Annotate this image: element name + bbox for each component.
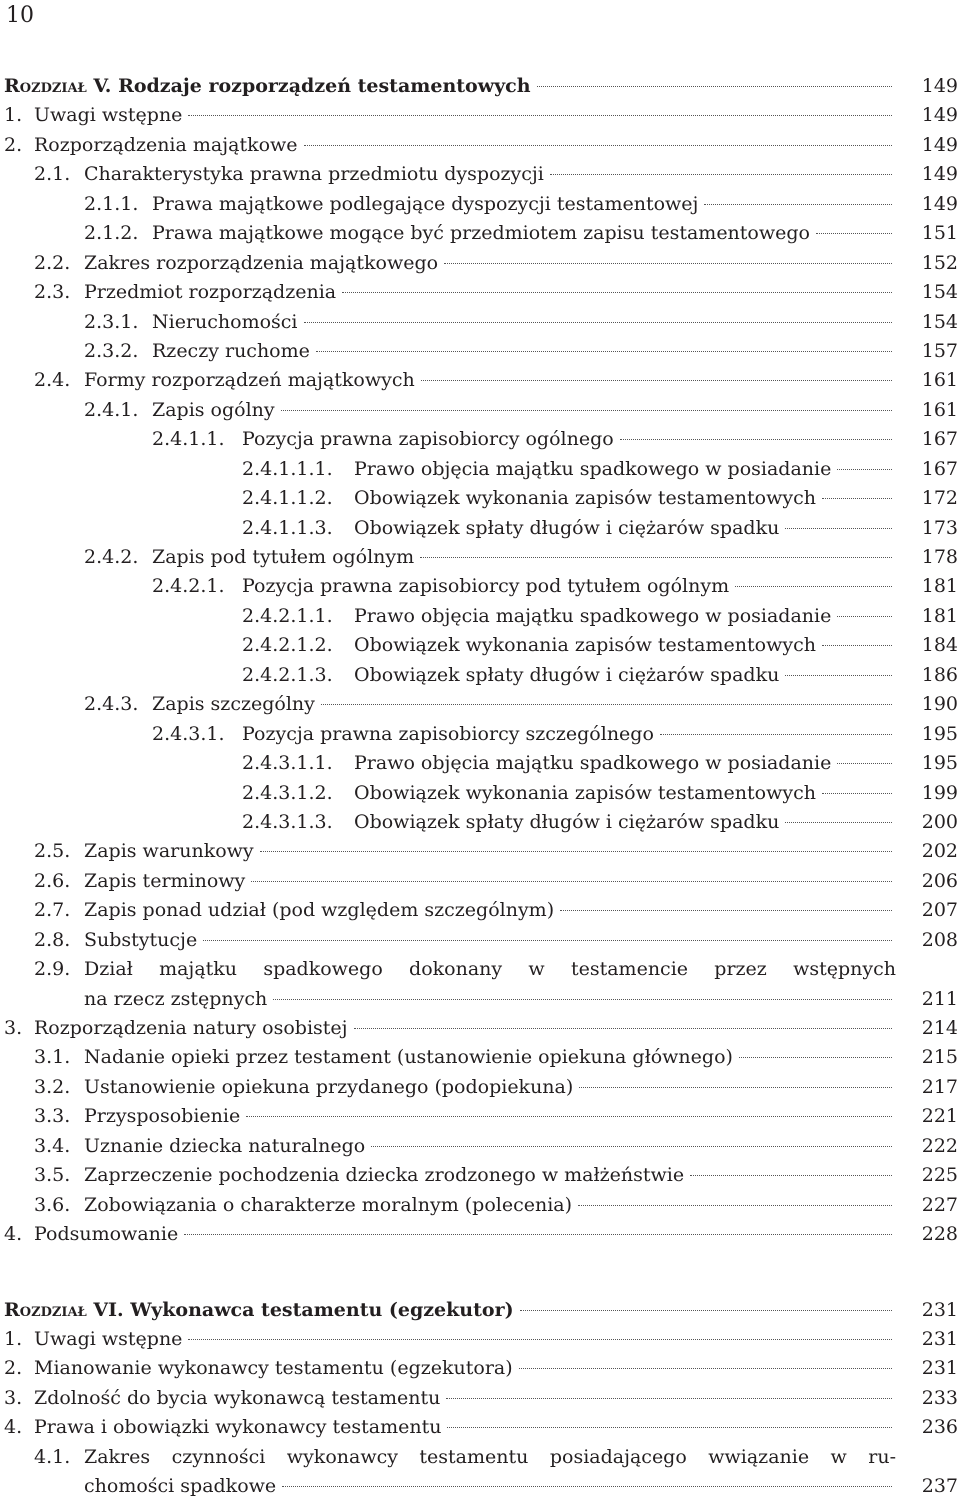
- toc-entry[interactable]: [4, 896, 958, 925]
- entry-number: 2.2.: [34, 251, 71, 274]
- page-ref: 237: [921, 1475, 958, 1498]
- page-ref: 231: [921, 1298, 958, 1321]
- chapter-title-text: Wykonawca testamentu (egzekutor): [130, 1298, 514, 1321]
- dot-leader: [704, 204, 892, 205]
- entry-title-text: Zapis ponad udział (pod względem szczególnym): [84, 899, 555, 922]
- entry-title: [354, 455, 896, 484]
- entry-title-text: Zapis szczególny: [152, 693, 315, 716]
- page-ref: 149: [921, 192, 958, 215]
- toc-entry[interactable]: [4, 160, 958, 189]
- dot-leader: [354, 1028, 892, 1029]
- entry-number: 4.: [4, 1223, 23, 1246]
- page-ref: 167: [921, 428, 958, 451]
- page-ref: 225: [921, 1164, 958, 1187]
- entry-number: 2.9.: [34, 958, 71, 981]
- entry-title: [84, 1073, 896, 1102]
- entry-number: 2.4.1.1.1.: [242, 457, 333, 480]
- entry-title-text: Obowiązek spłaty długów i ciężarów spadku: [354, 663, 780, 686]
- toc-entry[interactable]: [4, 131, 958, 160]
- entry-title: [354, 631, 896, 660]
- dot-leader: [739, 1057, 892, 1058]
- entry-title-text: Podsumowanie: [34, 1223, 179, 1246]
- toc-entry[interactable]: [4, 1191, 958, 1220]
- chapter-number: VI.: [93, 1298, 124, 1321]
- entry-title-text: Zobowiązania o charakterze moralnym (polecenia): [84, 1193, 573, 1216]
- entry-title: [354, 779, 896, 808]
- dot-leader: [822, 498, 892, 499]
- dot-leader: [822, 645, 892, 646]
- dot-leader: [785, 528, 892, 529]
- entry-title: [242, 572, 896, 601]
- page-ref: 217: [921, 1075, 958, 1098]
- table-of-contents: [4, 72, 958, 1502]
- page-ref: 186: [921, 663, 958, 686]
- entry-number: 3.6.: [34, 1193, 71, 1216]
- entry-title-text: Prawo objęcia majątku spadkowego w posiadanie: [354, 604, 832, 627]
- entry-title: [84, 160, 896, 189]
- toc-entry[interactable]: [4, 278, 958, 307]
- toc-entry[interactable]: [4, 425, 958, 454]
- page-ref: 231: [921, 1357, 958, 1380]
- toc-entry[interactable]: [4, 543, 958, 572]
- entry-title: [84, 1191, 896, 1220]
- entry-title-text: Prawa majątkowe mogące być przedmiotem zapisu testamentowego: [152, 222, 810, 245]
- toc-entry[interactable]: [4, 1443, 958, 1502]
- toc-entry[interactable]: [4, 514, 958, 543]
- toc-entry[interactable]: [4, 219, 958, 248]
- entry-title: [242, 425, 896, 454]
- dot-leader: [282, 1486, 892, 1487]
- entry-title: [84, 1132, 896, 1161]
- entry-number: 2.4.2.1.: [152, 575, 225, 598]
- entry-title: [84, 955, 896, 1014]
- entry-title: [242, 720, 896, 749]
- entry-title: [34, 1413, 896, 1442]
- dot-leader: [519, 1368, 892, 1369]
- entry-title-text: Obowiązek wykonania zapisów testamentowych: [354, 487, 816, 510]
- page-ref: 178: [921, 546, 958, 568]
- entry-title: [34, 1354, 896, 1383]
- page-ref: 206: [921, 869, 958, 892]
- entry-title-text: Rozporządzenia majątkowe: [34, 133, 298, 156]
- dot-leader: [822, 793, 892, 794]
- dot-leader: [620, 439, 892, 440]
- chapter-title-text: Rodzaje rozporządzeń testamentowych: [118, 75, 531, 97]
- entry-title-text: Zaprzeczenie pochodzenia dziecka zrodzonego w małżeństwie: [84, 1164, 685, 1187]
- page-ref: 202: [921, 840, 958, 863]
- entry-title: [34, 1014, 896, 1043]
- toc-entry[interactable]: [4, 1132, 958, 1161]
- entry-number: 2.4.1.1.3.: [242, 516, 333, 539]
- dot-leader: [371, 1146, 892, 1147]
- toc-entry[interactable]: [4, 1354, 958, 1383]
- dot-leader: [837, 763, 892, 764]
- toc-entry[interactable]: [4, 955, 958, 1014]
- entry-title-text: Obowiązek wykonania zapisów testamentowych: [354, 634, 816, 657]
- entry-number: 2.5.: [34, 840, 71, 863]
- entry-number: 2.4.3.1.3.: [242, 810, 333, 833]
- entry-number: 2.3.1.: [84, 310, 139, 333]
- dot-leader: [785, 675, 892, 676]
- entry-title: [34, 1325, 896, 1354]
- entry-title: [152, 543, 896, 572]
- entry-number: 3.: [4, 1386, 23, 1409]
- entry-title-text: Ustanowienie opiekuna przydanego (podopiekuna): [84, 1075, 574, 1098]
- entry-number: 2.4.2.: [84, 546, 139, 568]
- entry-title: [84, 896, 896, 925]
- page-ref: 151: [921, 222, 958, 245]
- entry-title-text: Uznanie dziecka naturalnego: [84, 1134, 366, 1157]
- toc-entry[interactable]: [4, 366, 958, 395]
- dot-leader: [246, 1116, 892, 1117]
- entry-title-text: Uwagi wstępne: [34, 104, 183, 127]
- page-ref: 167: [921, 457, 958, 480]
- dot-leader: [260, 851, 892, 852]
- chapter-prefix: Rozdział: [4, 1298, 87, 1321]
- entry-title: [354, 808, 896, 837]
- dot-leader: [550, 174, 892, 175]
- page-number: 10: [6, 3, 34, 28]
- entry-title-text: Mianowanie wykonawcy testamentu (egzekutora): [34, 1357, 513, 1380]
- entry-number: 2.4.1.: [84, 398, 139, 421]
- entry-title-text: Zdolność do bycia wykonawcą testamentu: [34, 1386, 441, 1409]
- page-ref: 195: [921, 752, 958, 775]
- dot-leader: [578, 1205, 892, 1206]
- entry-number: 2.1.2.: [84, 222, 139, 245]
- entry-title-text: Pozycja prawna zapisobiorcy szczególnego: [242, 722, 654, 745]
- entry-title-line2-text: chomości spadkowe: [84, 1475, 277, 1498]
- entry-title-text: Prawo objęcia majątku spadkowego w posiadanie: [354, 457, 832, 480]
- dot-leader: [446, 1398, 892, 1399]
- dot-leader: [304, 145, 892, 146]
- page-ref: 181: [921, 604, 958, 627]
- entry-title: [354, 484, 896, 513]
- chapter-heading[interactable]: [4, 1296, 958, 1325]
- entry-number: 2.3.: [34, 281, 71, 304]
- toc-entry[interactable]: [4, 1073, 958, 1102]
- entry-number: 2.1.: [34, 163, 71, 186]
- toc-entry[interactable]: [4, 602, 958, 631]
- entry-number: 2.4.2.1.1.: [242, 604, 333, 627]
- entry-title: [84, 1443, 896, 1502]
- entry-title: [354, 602, 896, 631]
- entry-title-text: Zapis terminowy: [84, 869, 246, 892]
- entry-title-text: Obowiązek wykonania zapisów testamentowych: [354, 781, 816, 804]
- chapter-heading[interactable]: [4, 72, 958, 101]
- entry-title-line1: Zakres czynności wykonawcy testamentu posiadającego wwiązanie w ru-: [84, 1445, 896, 1468]
- entry-title-text: Prawa majątkowe podlegające dyspozycji testamentowej: [152, 192, 699, 215]
- page-ref: 157: [921, 339, 958, 362]
- entry-number: 2.4.3.1.2.: [242, 781, 333, 804]
- entry-title-text: Substytucje: [84, 928, 198, 951]
- entry-title: [84, 1161, 896, 1190]
- entry-title-text: Charakterystyka prawna przedmiotu dyspozycji: [84, 163, 544, 186]
- entry-number: 3.3.: [34, 1105, 71, 1128]
- entry-title: [84, 926, 896, 955]
- dot-leader: [837, 616, 892, 617]
- toc-entry[interactable]: [4, 779, 958, 808]
- page-ref: 149: [921, 163, 958, 186]
- page-ref: 199: [921, 781, 958, 804]
- entry-title-text: Przysposobienie: [84, 1105, 241, 1128]
- entry-number: 2.4.1.1.: [152, 428, 225, 451]
- toc-entry[interactable]: [4, 249, 958, 278]
- entry-title: [152, 190, 896, 219]
- entry-title-text: Rzeczy ruchome: [152, 339, 310, 362]
- entry-title: [152, 690, 896, 719]
- dot-leader: [188, 1339, 892, 1340]
- entry-number: 2.8.: [34, 928, 71, 951]
- dot-leader: [560, 910, 892, 911]
- page-ref: 190: [921, 693, 958, 716]
- toc-entry[interactable]: [4, 837, 958, 866]
- entry-title-text: Zapis pod tytułem ogólnym: [152, 546, 415, 568]
- dot-leader: [281, 410, 892, 411]
- entry-title: [354, 661, 896, 690]
- toc-entry[interactable]: [4, 396, 958, 425]
- entry-number: 2.7.: [34, 899, 71, 922]
- chapter-label: [4, 72, 531, 101]
- entry-number: 3.: [4, 1017, 23, 1040]
- toc-entry[interactable]: [4, 867, 958, 896]
- page-ref: 231: [921, 1327, 958, 1350]
- entry-title-text: Przedmiot rozporządzenia: [84, 281, 337, 304]
- dot-leader: [251, 881, 892, 882]
- entry-number: 2.4.1.1.2.: [242, 487, 333, 510]
- chapter-prefix: Rozdział: [4, 75, 87, 97]
- entry-title-line1: Dział majątku spadkowego dokonany w testamencie przez wstępnych: [84, 958, 896, 981]
- page-ref: 195: [921, 722, 958, 745]
- entry-title-text: Pozycja prawna zapisobiorcy ogólnego: [242, 428, 614, 451]
- dot-leader: [203, 940, 892, 941]
- page-ref: 222: [921, 1134, 958, 1157]
- entry-title-text: Nieruchomości: [152, 310, 298, 333]
- toc-entry[interactable]: [4, 308, 958, 337]
- entry-title-line2: [84, 985, 896, 1014]
- entry-title-text: Prawo objęcia majątku spadkowego w posiadanie: [354, 752, 832, 775]
- page-ref: 215: [921, 1046, 958, 1069]
- toc-entry[interactable]: [4, 720, 958, 749]
- chapter-title: [4, 1296, 896, 1325]
- toc-entry[interactable]: [4, 190, 958, 219]
- page-ref: 184: [921, 634, 958, 657]
- toc-entry[interactable]: [4, 1413, 958, 1442]
- page-ref: 154: [921, 281, 958, 304]
- toc-entry[interactable]: [4, 749, 958, 778]
- entry-number: 2.: [4, 133, 23, 156]
- page-ref: 211: [921, 987, 958, 1010]
- toc-entry[interactable]: [4, 1014, 958, 1043]
- toc-entry[interactable]: [4, 101, 958, 130]
- toc-entry[interactable]: [4, 808, 958, 837]
- entry-title-line2-text: na rzecz zstępnych: [84, 987, 268, 1010]
- entry-title-text: Zakres rozporządzenia majątkowego: [84, 251, 439, 274]
- toc-entry[interactable]: [4, 337, 958, 366]
- toc-entry[interactable]: [4, 572, 958, 601]
- entry-title: [34, 1220, 896, 1249]
- dot-leader: [735, 586, 892, 587]
- chapter-label: [4, 1296, 514, 1325]
- toc-entry[interactable]: [4, 455, 958, 484]
- entry-title: [84, 867, 896, 896]
- entry-number: 3.2.: [34, 1075, 71, 1098]
- entry-title: [84, 249, 896, 278]
- page-ref: 208: [921, 928, 958, 951]
- toc-entry[interactable]: [4, 484, 958, 513]
- entry-number: 2.4.2.1.3.: [242, 663, 333, 686]
- entry-number: 2.4.3.1.: [152, 722, 225, 745]
- toc-entry[interactable]: [4, 1043, 958, 1072]
- dot-leader: [579, 1087, 892, 1088]
- page-ref: 207: [921, 899, 958, 922]
- toc-entry[interactable]: [4, 690, 958, 719]
- dot-leader: [188, 115, 892, 116]
- entry-title: [152, 337, 896, 366]
- chapter-title: [4, 72, 896, 101]
- entry-number: 2.4.2.1.2.: [242, 634, 333, 657]
- entry-number: 4.1.: [34, 1445, 71, 1468]
- chapter-number: V.: [93, 75, 112, 97]
- dot-leader: [837, 469, 892, 470]
- dot-leader: [316, 351, 892, 352]
- entry-title: [34, 101, 896, 130]
- page-ref: 236: [921, 1416, 958, 1439]
- dot-leader: [421, 380, 892, 381]
- entry-title: [84, 837, 896, 866]
- entry-number: 1.: [4, 1327, 23, 1350]
- entry-number: 3.4.: [34, 1134, 71, 1157]
- entry-number: 2.4.3.: [84, 693, 139, 716]
- entry-title: [34, 1384, 896, 1413]
- dot-leader: [342, 292, 892, 293]
- page-ref: 149: [921, 75, 958, 97]
- toc-entry[interactable]: [4, 631, 958, 660]
- entry-title-text: Zapis ogólny: [152, 398, 275, 421]
- entry-number: 2.3.2.: [84, 339, 139, 362]
- entry-number: 1.: [4, 104, 23, 127]
- toc-entry[interactable]: [4, 1325, 958, 1354]
- dot-leader: [785, 822, 892, 823]
- dot-leader: [660, 734, 892, 735]
- page-ref: 173: [921, 516, 958, 539]
- page-ref: 152: [921, 251, 958, 274]
- page-ref: 228: [921, 1223, 958, 1246]
- page-ref: 161: [921, 398, 958, 421]
- entry-number: 2.1.1.: [84, 192, 139, 215]
- page-ref: 172: [921, 487, 958, 510]
- dot-leader: [537, 86, 892, 87]
- entry-number: 2.4.: [34, 369, 71, 392]
- entry-title-text: Uwagi wstępne: [34, 1327, 183, 1350]
- entry-number: 2.6.: [34, 869, 71, 892]
- entry-title-text: Prawa i obowiązki wykonawcy testamentu: [34, 1416, 442, 1439]
- dot-leader: [447, 1427, 892, 1428]
- entry-number: 4.: [4, 1416, 23, 1439]
- entry-title: [152, 219, 896, 248]
- entry-title-text: Obowiązek spłaty długów i ciężarów spadku: [354, 516, 780, 539]
- dot-leader: [816, 233, 892, 234]
- entry-title: [354, 749, 896, 778]
- dot-leader: [690, 1175, 892, 1176]
- entry-title: [84, 1102, 896, 1131]
- dot-leader: [273, 999, 892, 1000]
- dot-leader: [321, 704, 892, 705]
- page-ref: 154: [921, 310, 958, 333]
- toc-entry[interactable]: [4, 1220, 958, 1249]
- entry-title: [84, 1043, 896, 1072]
- entry-number: 2.: [4, 1357, 23, 1380]
- toc-entry[interactable]: [4, 1384, 958, 1413]
- dot-leader: [184, 1234, 892, 1235]
- entry-title-text: Pozycja prawna zapisobiorcy pod tytułem ogólnym: [242, 575, 730, 598]
- entry-title-text: Zapis warunkowy: [84, 840, 254, 863]
- entry-title-text: Obowiązek spłaty długów i ciężarów spadku: [354, 810, 780, 833]
- toc-entry[interactable]: [4, 661, 958, 690]
- dot-leader: [420, 557, 892, 558]
- entry-number: 3.1.: [34, 1046, 71, 1069]
- page-ref: 149: [921, 104, 958, 127]
- toc-entry[interactable]: [4, 1102, 958, 1131]
- page-ref: 214: [921, 1017, 958, 1040]
- entry-title: [152, 396, 896, 425]
- entry-title: [354, 514, 896, 543]
- page-ref: 233: [921, 1386, 958, 1409]
- page-ref: 227: [921, 1193, 958, 1216]
- entry-title-text: Formy rozporządzeń majątkowych: [84, 369, 415, 392]
- entry-title: [34, 131, 896, 160]
- page-ref: 221: [921, 1105, 958, 1128]
- page-ref: 200: [921, 810, 958, 833]
- entry-title: [152, 308, 896, 337]
- toc-entry[interactable]: [4, 926, 958, 955]
- entry-title: [84, 278, 896, 307]
- dot-leader: [444, 263, 892, 264]
- dot-leader: [304, 322, 892, 323]
- chapter-gap: [4, 1250, 958, 1296]
- page-ref: 181: [921, 575, 958, 598]
- dot-leader: [520, 1310, 892, 1311]
- page-ref: 149: [921, 133, 958, 156]
- entry-number: 3.5.: [34, 1164, 71, 1187]
- entry-title: [84, 366, 896, 395]
- entry-title-line2: [84, 1472, 896, 1501]
- entry-title-text: Rozporządzenia natury osobistej: [34, 1017, 348, 1040]
- entry-number: 2.4.3.1.1.: [242, 752, 333, 775]
- page-ref: 161: [921, 369, 958, 392]
- entry-title-text: Nadanie opieki przez testament (ustanowienie opiekuna głównego): [84, 1046, 733, 1069]
- toc-entry[interactable]: [4, 1161, 958, 1190]
